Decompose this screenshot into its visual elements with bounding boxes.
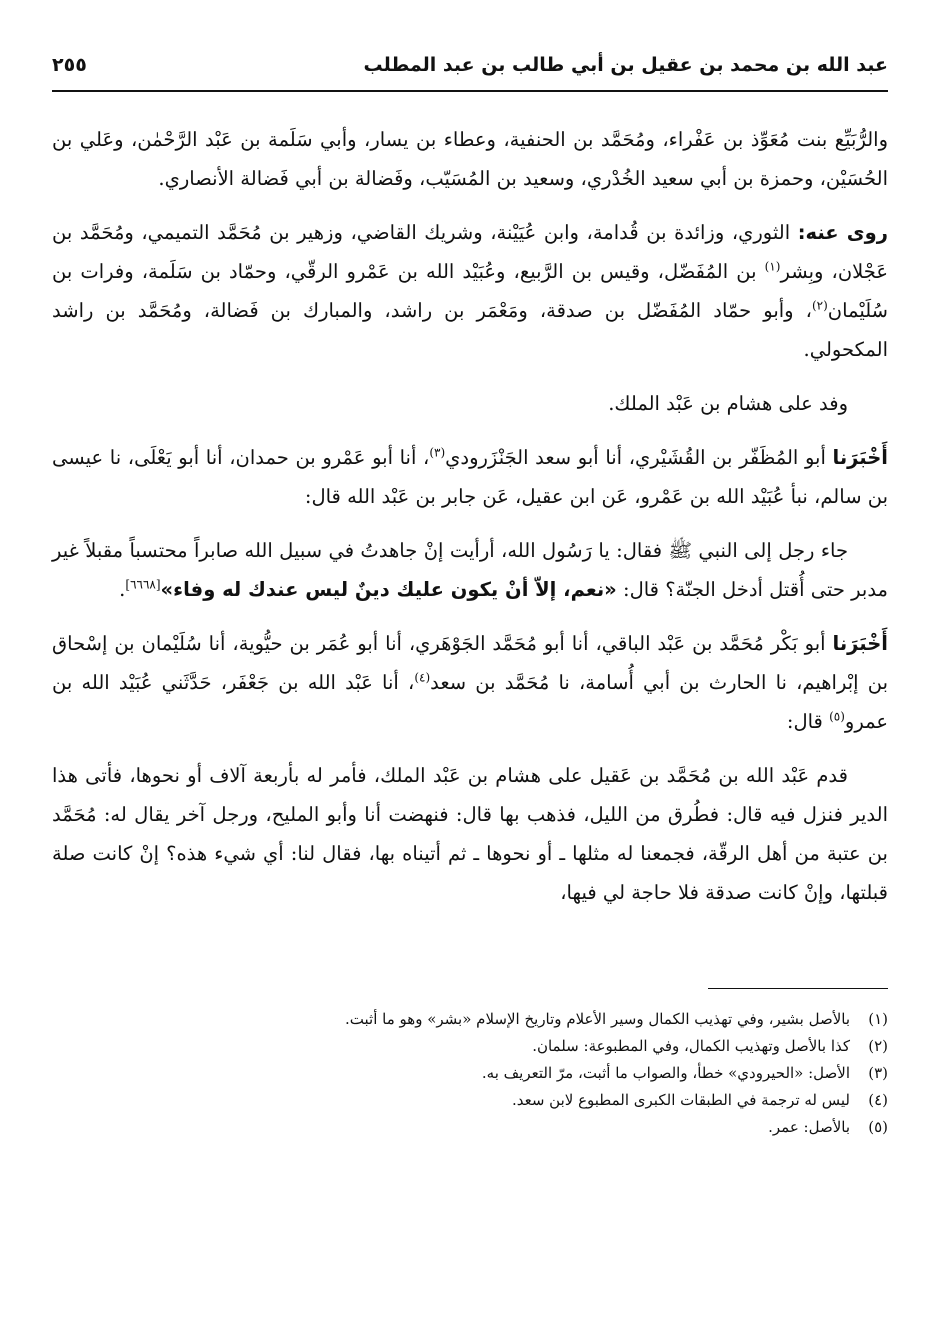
- paragraph-text: قدم عَبْد الله بن مُحَمَّد بن عَقيل على هشام بن عَبْد الملك، فأمر له بأربعة آلاف أو نحوها، فأتى هذا الدير فنزل فيه قال: فطُرق من الليل، فذهب بها قال: فنهضت أنا وأبو المليح، ورجل آخر يقال له: مُحَمَّد بن عتبة من أهل الرقّة، فجمعنا له مثلها ـ أو نحوها ـ ثم أتيناه بها، فقال لنا: أي شيء هذه؟ إنْ كانت صلة قبلتها، وإنْ كانت صدقة فلا حاجة لي فيها،: [52, 764, 888, 904]
- paragraph-isnad-2: [52, 624, 888, 741]
- paragraph-text: جاء رجل إلى النبي ﷺ فقال: يا رَسُول الله، أرأيت إنْ جاهدتُ في سبيل الله صابراً محتسباً مقبلاً غير مدبر حتى أُقتل أدخل الجنّة؟ قال:: [52, 539, 888, 601]
- paragraph-text: أبو بَكْر مُحَمَّد بن عَبْد الباقي، أنا أبو مُحَمَّد الجَوْهَري، أنا أبو عُمَر بن حيُّوية، أنا سُلَيْمان بن إسْحاق بن إبْراهيم، نا الحارث بن أبي أُسامة، نا مُحَمَّد بن سعد: [52, 632, 889, 694]
- footnote-rule: [708, 988, 888, 989]
- book-page: [52, 54, 888, 1142]
- footnote-ref: (٢): [811, 298, 828, 313]
- running-title: عبد الله بن محمد بن عقيل بن أبي طالب بن عبد المطلب: [363, 54, 888, 76]
- paragraph-teachers: [52, 120, 888, 198]
- footnote-ref: (٣): [429, 445, 446, 460]
- hadith-number: [٦٦٦٨]: [125, 577, 161, 592]
- paragraph-visit: [52, 384, 888, 423]
- paragraph-text: وفد على هشام بن عَبْد الملك.: [608, 392, 848, 415]
- footnote-number: (٢): [868, 1037, 888, 1055]
- footnote-item: [52, 1061, 888, 1086]
- footnote-number: (٥): [868, 1118, 888, 1136]
- footnote-text: كذا بالأصل وتهذيب الكمال، وفي المطبوعة: سلمان.: [532, 1037, 850, 1055]
- paragraph-narrators: [52, 213, 888, 369]
- paragraph-hadith: [52, 531, 888, 609]
- paragraph-text: قال:: [786, 710, 830, 733]
- main-text: [52, 120, 888, 912]
- paragraph-text: ، أنا عَبْد الله بن جَعْفَر، حَدَّثَني عُبَيْد الله بن عمرو: [52, 671, 888, 733]
- paragraph-text: ، وأبو حمّاد المُفَضّل بن صدقة، ومَعْمَر بن راشد، والمبارك بن فَضالة، ومُحَمَّد بن راشد المكحولي.: [52, 299, 888, 361]
- footnote-number: (١): [868, 1010, 888, 1028]
- paragraph-text: أبو المُظَفّر بن القُشَيْري، أنا أبو سعد الجَنْزَرودي: [445, 446, 833, 469]
- footnote-item: [52, 1034, 888, 1059]
- footnote-ref: (٤): [414, 670, 431, 685]
- footnote-number: (٤): [868, 1091, 888, 1109]
- section-lead: أَخْبَرَنا: [832, 446, 888, 469]
- footnote-ref: (١): [764, 259, 781, 274]
- footnote-item: [52, 1115, 888, 1140]
- footnote-number: (٣): [868, 1064, 888, 1082]
- paragraph-text: ، أنا أبو عَمْرو بن حمدان، أنا أبو يَعْلَى، نا عيسى بن سالم، نبأ عُبَيْد الله بن عَمْرو، عَن ابن عقيل، عَن جابر بن عَبْد الله قال:: [52, 446, 888, 508]
- hadith-quote: «نعم، إلاّ أنْ يكون عليك دينٌ ليس عندك له وفاء»: [160, 578, 617, 601]
- footnote-text: ليس له ترجمة في الطبقات الكبرى المطبوع لابن سعد.: [511, 1091, 850, 1109]
- paragraph-text: والرُّبَيِّع بنت مُعَوِّذ بن عَفْراء، ومُحَمَّد بن الحنفية، وعطاء بن يسار، وأبي سَلَمة بن عَبْد الرَّحْمٰن، وعَلي بن الحُسَيْن، وحمزة بن أبي سعيد الخُدْري، وسعيد بن المُسَيّب، وفَضالة بن أبي فَضالة الأنصاري.: [52, 128, 888, 190]
- paragraph-story: [52, 756, 888, 912]
- footnote-item: [52, 1088, 888, 1113]
- paragraph-isnad-1: [52, 438, 888, 516]
- footnote-item: [52, 1007, 888, 1032]
- footnote-text: الأصل: «الحيرودي» خطأ، والصواب ما أثبت، مرّ التعريف به.: [481, 1064, 850, 1082]
- paragraph-text: .: [119, 578, 126, 601]
- paragraph-text: الثوري، وزائدة بن قُدامة، وابن عُيَيْنة، وشريك القاضي، وزهير بن مُحَمَّد التميمي، ومُحَمَّد بن عَجْلان، وبِشر: [52, 221, 888, 283]
- paragraph-text: بن المُفَضّل، وقيس بن الرَّبيع، وعُبَيْد الله بن عَمْرو الرقّي، وحمّاد بن سَلَمة، وفرات بن سُلَيْمان: [52, 260, 888, 322]
- header-rule: [52, 90, 888, 92]
- footnote-text: بالأصل بشير، وفي تهذيب الكمال وسير الأعلام وتاريخ الإسلام «بشر» وهو ما أثبت.: [345, 1010, 850, 1028]
- page-header: [52, 54, 888, 88]
- section-lead: أَخْبَرَنا: [832, 632, 888, 655]
- page-number: ٢٥٥: [52, 54, 87, 76]
- footnote-text: بالأصل: عمر.: [768, 1118, 850, 1136]
- section-lead: روى عنه:: [797, 221, 888, 244]
- footnote-ref: (٥): [829, 709, 845, 724]
- footnotes: [52, 1007, 888, 1140]
